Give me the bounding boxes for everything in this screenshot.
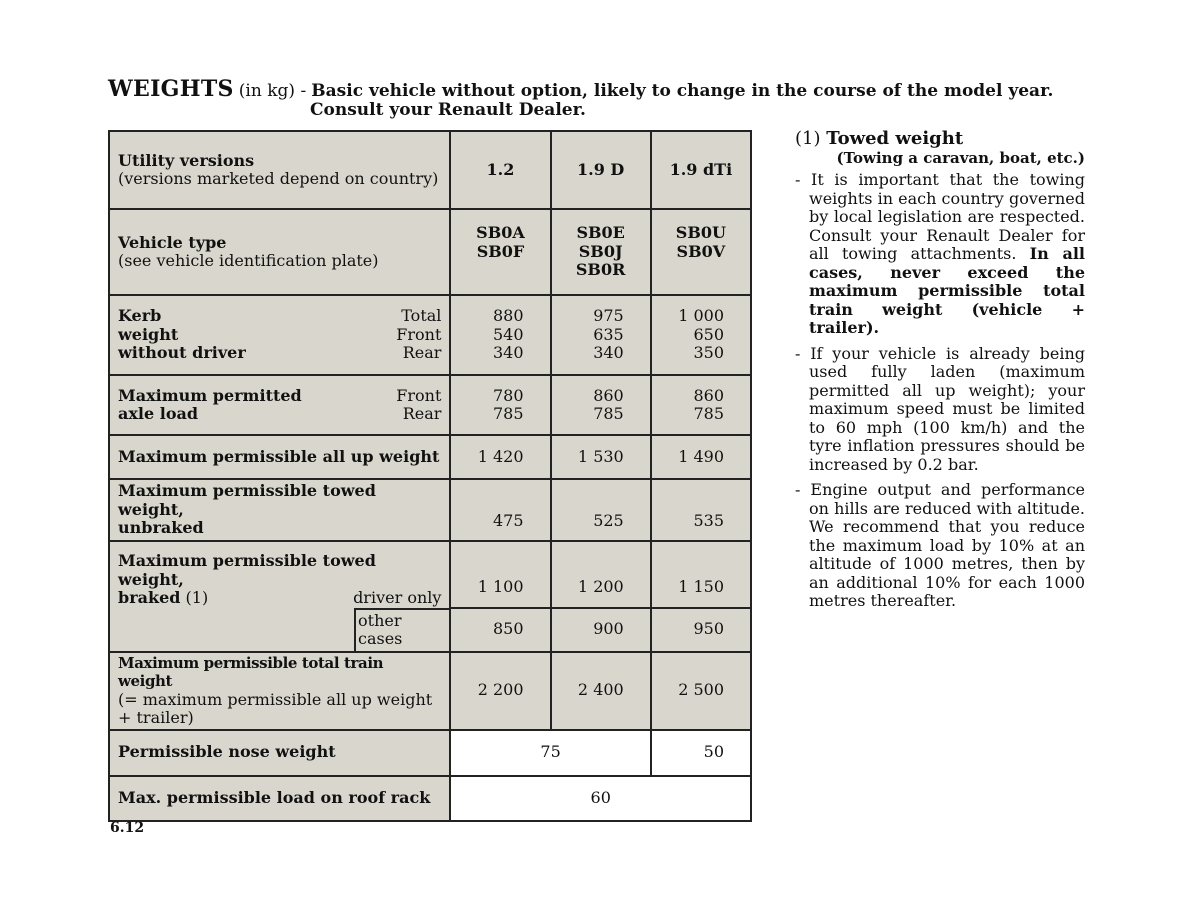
- axle-value: 780: [493, 385, 524, 405]
- towed-unbraked-value: 535: [651, 479, 751, 541]
- note-item: [795, 481, 1085, 611]
- axle-value: 860: [593, 385, 624, 405]
- kerb-value: 540: [493, 324, 524, 344]
- driver-only-value: 1 100: [450, 541, 550, 608]
- vehicle-code: SB0J: [578, 241, 623, 261]
- nose-weight-label: Permissible nose weight: [109, 730, 450, 776]
- kerb-value: 340: [593, 343, 624, 363]
- notes-subtitle: (Towing a caravan, boat, etc.): [836, 148, 1085, 167]
- kerb-weight-label-cell: [109, 295, 450, 375]
- driver-only-value: 1 200: [551, 541, 651, 608]
- train-weight-sublabel: (= maximum permissible all up weight: [118, 689, 433, 709]
- kerb-value: 1 000: [678, 306, 724, 326]
- axle-values-cell: [651, 375, 751, 435]
- vehicle-code: SB0E: [576, 223, 625, 242]
- all-up-weight-value: 1 530: [551, 435, 651, 479]
- notes-title: [795, 130, 1085, 149]
- heading-description-line2: Consult your Renault Dealer.: [310, 100, 586, 120]
- axle-value: 785: [493, 404, 524, 423]
- version-header: 1.9 dTi: [651, 131, 751, 209]
- axle-load-row: [109, 375, 751, 435]
- towed-braked-label: Maximum permissible towed weight,: [118, 551, 376, 589]
- note-bullet: -: [795, 170, 801, 189]
- other-cases-value: 950: [651, 608, 751, 652]
- roof-rack-value: 60: [450, 776, 751, 821]
- axle-label: axle load: [118, 404, 199, 423]
- vehicle-codes-cell: [651, 209, 751, 295]
- towed-unbraked-row: [109, 479, 751, 541]
- vehicle-type-label: Vehicle type: [118, 232, 227, 252]
- note-text: If your vehicle is already being used fully laden (maximum permitted all up weight); your maximum speed must be limited to 60 mph (100 km/h) and the tyre inflation pressures should be increased by 0.2 bar.: [809, 343, 1085, 474]
- train-weight-value: 2 400: [551, 652, 651, 730]
- vehicle-type-label-cell: [109, 209, 450, 295]
- other-cases-label-cell: [109, 608, 450, 652]
- page-heading: [108, 76, 1108, 120]
- towed-braked-driver-row: [109, 541, 751, 608]
- train-weight-value: 2 200: [450, 652, 550, 730]
- kerb-value: 340: [493, 343, 524, 363]
- towed-braked-other-row: [109, 608, 751, 652]
- kerb-values-cell: [651, 295, 751, 375]
- axle-value: 785: [593, 404, 624, 423]
- note-item: [795, 345, 1085, 475]
- vehicle-codes-cell: [450, 209, 550, 295]
- notes-ref: (1): [795, 128, 821, 149]
- driver-only-value: 1 150: [651, 541, 751, 608]
- towed-unbraked-value: 475: [450, 479, 550, 541]
- version-header: 1.9 D: [551, 131, 651, 209]
- roof-rack-row: [109, 776, 751, 821]
- vehicle-code: SB0F: [476, 241, 525, 261]
- vehicle-code: SB0A: [476, 223, 525, 242]
- axle-load-label-cell: [109, 375, 450, 435]
- other-cases-value: 900: [551, 608, 651, 652]
- axle-value: 785: [693, 404, 724, 423]
- train-weight-sublabel: + trailer): [118, 708, 194, 727]
- towed-braked-label-cell: [109, 541, 450, 608]
- header-label: Utility versions: [118, 150, 255, 170]
- nose-weight-row: [109, 730, 751, 776]
- driver-only-label: driver only: [353, 588, 442, 607]
- vehicle-code: SB0R: [575, 260, 626, 279]
- towed-unbraked-label: unbraked: [118, 518, 204, 538]
- kerb-values-cell: [450, 295, 550, 375]
- all-up-weight-value: 1 420: [450, 435, 550, 479]
- train-weight-label-cell: [109, 652, 450, 730]
- all-up-weight-row: [109, 435, 751, 479]
- kerb-value: 880: [493, 306, 524, 326]
- vehicle-type-sublabel: (see vehicle identification plate): [118, 251, 379, 270]
- heading-unit: (in kg) -: [238, 81, 307, 101]
- note-text: It is important that the towing weights in each country governed by local legislation are respected. Consult your Renault Dealer for all towing attachments.: [809, 170, 1085, 263]
- kerb-value: 650: [693, 324, 724, 344]
- towed-unbraked-label-cell: [109, 479, 450, 541]
- note-bullet: -: [795, 480, 801, 499]
- note-item: [795, 171, 1085, 338]
- notes-title-text: Towed weight: [826, 128, 964, 149]
- kerb-value: 975: [593, 306, 624, 326]
- towed-unbraked-value: 525: [551, 479, 651, 541]
- towing-notes: [795, 130, 1085, 618]
- axle-value: 860: [693, 385, 724, 405]
- kerb-values-cell: [551, 295, 651, 375]
- nose-weight-value: 50: [651, 730, 751, 776]
- note-bold-text: In all cases, never exceed the maximum permissible total train weight (vehicle + trailer).: [809, 244, 1085, 337]
- axle-values-cell: [551, 375, 651, 435]
- weights-table: [108, 130, 752, 822]
- kerb-sublabel: Rear: [402, 343, 442, 363]
- version-header: 1.2: [450, 131, 550, 209]
- header-sublabel: (versions marketed depend on country): [118, 169, 439, 188]
- heading-title: WEIGHTS: [108, 76, 234, 102]
- heading-description-line1: Basic vehicle without option, likely to change in the course of the model year.: [311, 81, 1054, 101]
- towed-unbraked-label: Maximum permissible towed weight,: [118, 481, 376, 519]
- kerb-label: weight: [118, 324, 179, 344]
- kerb-value: 350: [693, 343, 724, 363]
- vehicle-codes-cell: [551, 209, 651, 295]
- vehicle-code: SB0V: [676, 241, 726, 261]
- axle-sublabel: Rear: [402, 404, 442, 423]
- train-weight-label: Maximum permissible total train weight: [118, 653, 384, 690]
- page-number: 6.12: [110, 820, 145, 836]
- other-cases-value: 850: [450, 608, 550, 652]
- train-weight-value: 2 500: [651, 652, 751, 730]
- kerb-label: Kerb: [118, 306, 162, 326]
- kerb-label: without driver: [118, 343, 246, 363]
- kerb-sublabel: Total: [401, 306, 442, 326]
- axle-label: Maximum permitted: [118, 385, 302, 405]
- other-cases-label: other cases: [354, 608, 449, 651]
- note-bullet: -: [795, 343, 801, 363]
- vehicle-code: SB0U: [675, 223, 726, 242]
- kerb-sublabel: Front: [396, 324, 442, 344]
- kerb-weight-row: [109, 295, 751, 375]
- train-weight-row: [109, 652, 751, 730]
- axle-sublabel: Front: [396, 385, 442, 405]
- towed-braked-label: braked: [118, 588, 181, 607]
- note-text: Engine output and performance on hills are reduced with altitude. We recommend that you reduce the maximum load by 10% at an altitude of 1000 metres, then by an additional 10% for each 1000 metres thereafter.: [809, 480, 1085, 610]
- roof-rack-label: Max. permissible load on roof rack: [109, 776, 450, 821]
- towed-braked-ref: (1): [185, 588, 209, 607]
- all-up-weight-label: Maximum permissible all up weight: [109, 435, 450, 479]
- axle-values-cell: [450, 375, 550, 435]
- nose-weight-value: 75: [450, 730, 650, 776]
- kerb-value: 635: [593, 324, 624, 344]
- table-header-row: [109, 131, 751, 209]
- vehicle-type-row: [109, 209, 751, 295]
- header-label-cell: [109, 131, 450, 209]
- all-up-weight-value: 1 490: [651, 435, 751, 479]
